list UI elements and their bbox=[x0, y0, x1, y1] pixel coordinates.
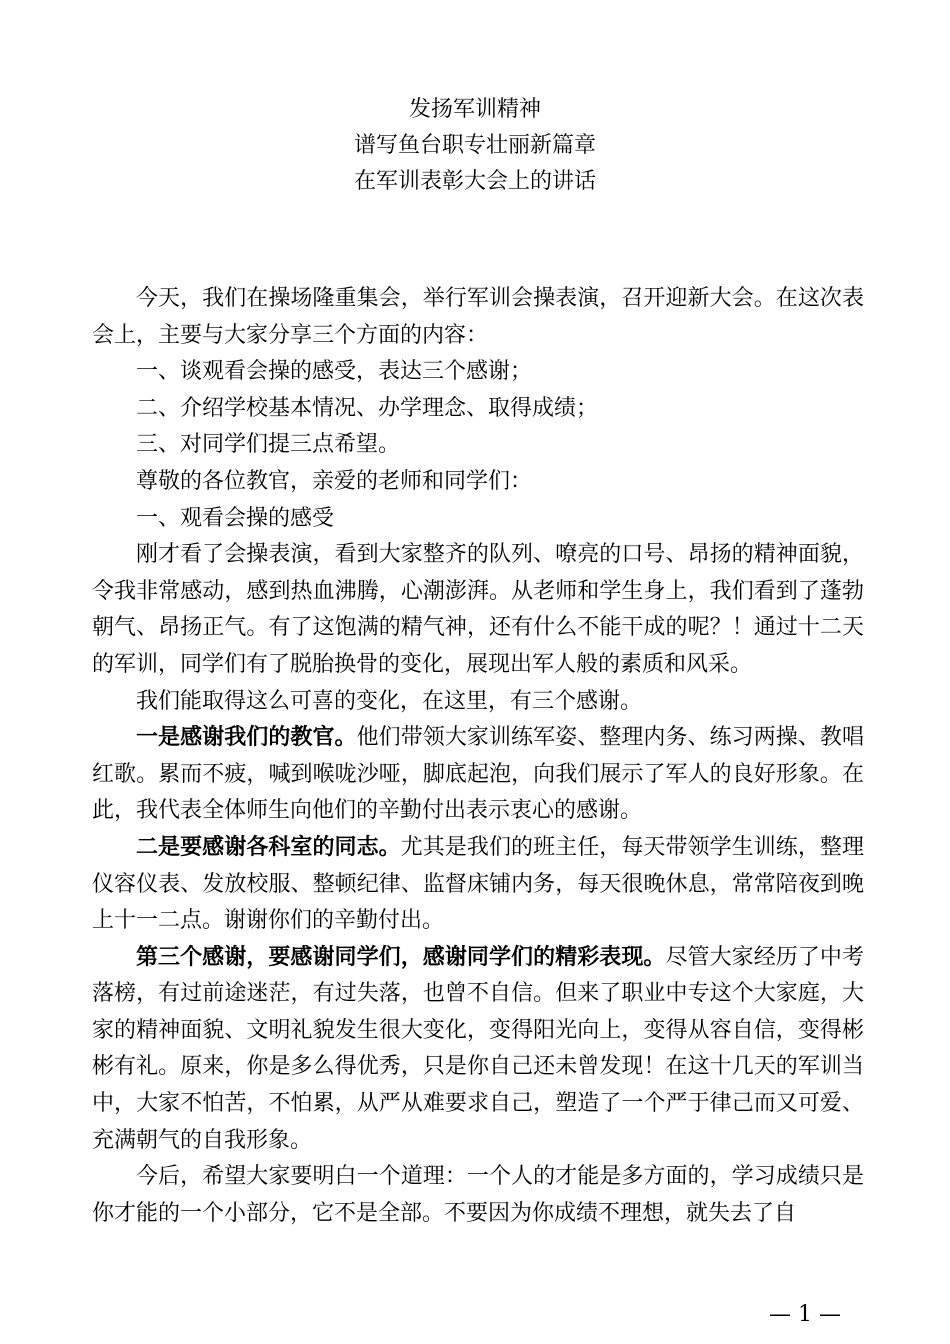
paragraph bbox=[92, 1159, 864, 1232]
paragraph-bold-lead: 一是感谢我们的教官。 bbox=[136, 725, 357, 751]
title-block bbox=[0, 92, 950, 200]
title-line-3: 在军训表彰大会上的讲话 bbox=[353, 169, 596, 194]
paragraph bbox=[92, 391, 864, 428]
paragraph-text: 刚才看了会操表演，看到大家整齐的队列、嘹亮的口号、昂扬的精神面貌，令我非常感动，感到热血沸腾，心潮澎湃。从老师和学生身上，我们看到了蓬勃朝气、昂扬正气。有了这饱满的精气神，还有什么不能干成的呢？！通过十二天的军训，同学们有了脱胎换骨的变化，展现出军人般的素质和风采。 bbox=[92, 542, 864, 677]
title-line-1: 发扬军训精神 bbox=[408, 97, 541, 122]
paragraph-text: 今天，我们在操场隆重集会，举行军训会操表演，召开迎新大会。在这次表会上，主要与大家分享三个方面的内容： bbox=[92, 286, 864, 348]
paragraph bbox=[92, 501, 864, 538]
paragraph bbox=[92, 940, 864, 1160]
paragraph-text: 我们能取得这么可喜的变化，在这里，有三个感谢。 bbox=[136, 688, 643, 714]
paragraph-text: 尤其是我们的班主任，每天带领学生训练，整理仪容仪表、发放校服、整顿纪律、监督床铺内务，每天很晚休息，常常陪夜到晚上十一二点。谢谢你们的辛勤付出。 bbox=[92, 834, 864, 934]
paragraph-text: 今后，希望大家要明白一个道理：一个人的才能是多方面的，学习成绩只是你才能的一个小部分，它不是全部。不要因为你成绩不理想，就失去了自 bbox=[92, 1164, 864, 1226]
paragraph-bold-lead: 二是要感谢各科室的同志。 bbox=[136, 834, 401, 860]
document-body bbox=[92, 281, 864, 1232]
paragraph-text: 二、介绍学校基本情况、办学理念、取得成绩； bbox=[136, 395, 599, 421]
paragraph bbox=[92, 684, 864, 721]
paragraph-text: 三、对同学们提三点希望。 bbox=[136, 432, 401, 458]
page-number: — 1 — bbox=[769, 1302, 841, 1327]
paragraph bbox=[92, 427, 864, 464]
paragraph bbox=[92, 830, 864, 940]
paragraph bbox=[92, 281, 864, 354]
title-line-2: 谱写鱼台职专壮丽新篇章 bbox=[353, 133, 596, 158]
paragraph bbox=[92, 720, 864, 830]
paragraph-text: 尊敬的各位教官，亲爱的老师和同学们： bbox=[136, 468, 533, 494]
paragraph-text: 尽管大家经历了中考落榜，有过前途迷茫，有过失落，也曾不自信。但来了职业中专这个大家庭，大家的精神面貌、文明礼貌发生很大变化，变得阳光向上，变得从容自信，变得彬彬有礼。原来，你是多么得优秀，只是你自己还未曾发现！在这十几天的军训当中，大家不怕苦，不怕累，从严从难要求自己，塑造了一个严于律己而又可爱、充满朝气的自我形象。 bbox=[92, 944, 864, 1153]
paragraph-text: 一、观看会操的感受 bbox=[136, 505, 335, 531]
paragraph-text: 他们带领大家训练军姿、整理内务、练习两操、教唱红歌。累而不疲，喊到喉咙沙哑，脚底起泡，向我们展示了军人的良好形象。在此，我代表全体师生向他们的辛勤付出表示衷心的感谢。 bbox=[92, 725, 864, 824]
paragraph bbox=[92, 537, 864, 683]
paragraph bbox=[92, 464, 864, 501]
paragraph bbox=[92, 354, 864, 391]
paragraph-bold-lead: 第三个感谢，要感谢同学们，感谢同学们的精彩表现。 bbox=[136, 944, 666, 970]
paragraph-text: 一、谈观看会操的感受，表达三个感谢； bbox=[136, 359, 533, 385]
